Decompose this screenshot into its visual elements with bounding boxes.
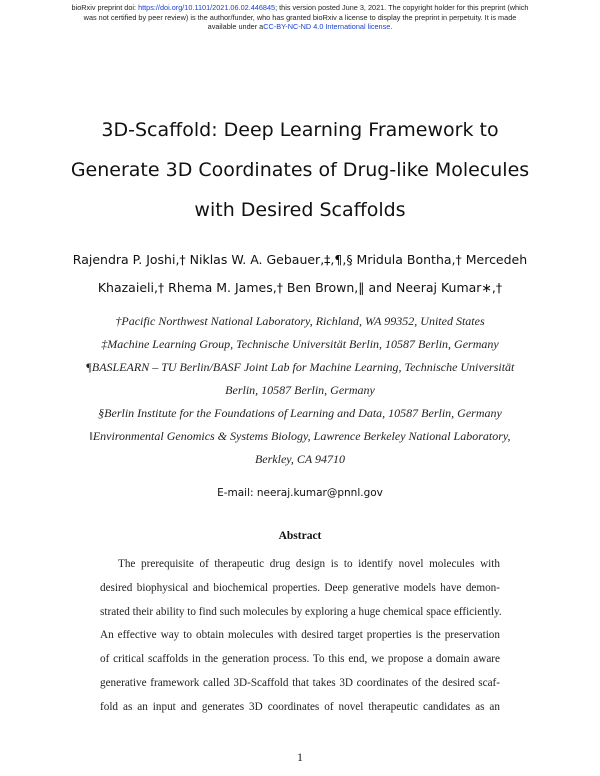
abstract-line: desired biophysical and biochemical properties. Deep generative models have demon- [100, 581, 500, 594]
license-link[interactable]: CC-BY-NC-ND 4.0 International license [263, 22, 391, 31]
affiliation-line: ¶BASLEARN – TU Berlin/BASF Joint Lab for Machine Learning, Technische Universität [85, 360, 515, 374]
title-line: 3D-Scaffold: Deep Learning Framework to [101, 119, 499, 141]
contact-email: E-mail: neeraj.kumar@pnnl.gov [217, 487, 383, 499]
author-line: Khazaieli,† Rhema M. James,† Ben Brown,‖ and Neeraj Kumar∗,† [97, 280, 503, 295]
abstract-line: An effective way to obtain molecules with desired target properties is the preservation [100, 629, 500, 642]
affiliations [50, 310, 550, 471]
affiliation-line: Berlin, 10587 Berlin, Germany [225, 383, 375, 397]
preprint-notice [40, 3, 560, 32]
author-line: Rajendra P. Joshi,† Niklas W. A. Gebauer,‡,¶,§ Mridula Bontha,† Mercedeh [72, 252, 528, 267]
doi-link[interactable]: https://doi.org/10.1101/2021.06.02.446845 [138, 3, 276, 12]
preprint-notice-line-3: available under aCC-BY-NC-ND 4.0 International license. [207, 22, 393, 31]
abstract-heading: Abstract [278, 530, 322, 542]
affiliation-line: ‖Environmental Genomics & Systems Biology, Lawrence Berkeley National Laboratory, [89, 429, 511, 443]
title-line: with Desired Scaffolds [194, 199, 406, 221]
affiliation-line: ‡Machine Learning Group, Technische Universität Berlin, 10587 Berlin, Germany [101, 337, 499, 351]
abstract-line: of critical scaffolds in the generation process. To this end, we propose a domain aware [100, 653, 500, 666]
abstract-body [100, 553, 500, 720]
affiliation-line: §Berlin Institute for the Foundations of Learning and Data, 10587 Berlin, Germany [98, 406, 502, 420]
author-list [70, 246, 530, 302]
paper-title [40, 110, 560, 230]
page-number: 1 [297, 752, 303, 764]
affiliation-line: Berkley, CA 94710 [254, 452, 346, 466]
abstract-line: fold as an input and generates 3D coordinates of novel therapeutic candidates as an [100, 700, 500, 713]
affiliation-line: †Pacific Northwest National Laboratory, Richland, WA 99352, United States [115, 314, 485, 328]
abstract-line: generative framework called 3D-Scaffold that takes 3D coordinates of the desired scaf- [100, 676, 500, 689]
title-line: Generate 3D Coordinates of Drug-like Molecules [70, 159, 530, 181]
preprint-notice-line-1: bioRxiv preprint doi: https://doi.org/10.1101/2021.06.02.446845; this version posted June 3, 2021. The copyright holder for this preprint (which [71, 3, 529, 12]
preprint-notice-line-2: was not certified by peer review) is the author/funder, who has granted bioRxiv a license to display the preprint in perpetuity. It is made [83, 12, 517, 22]
abstract-line: strated their ability to find such molecules by exploring a huge chemical space efficiently. [100, 605, 502, 618]
abstract-line: The prerequisite of therapeutic drug design is to identify novel molecules with [118, 558, 500, 570]
